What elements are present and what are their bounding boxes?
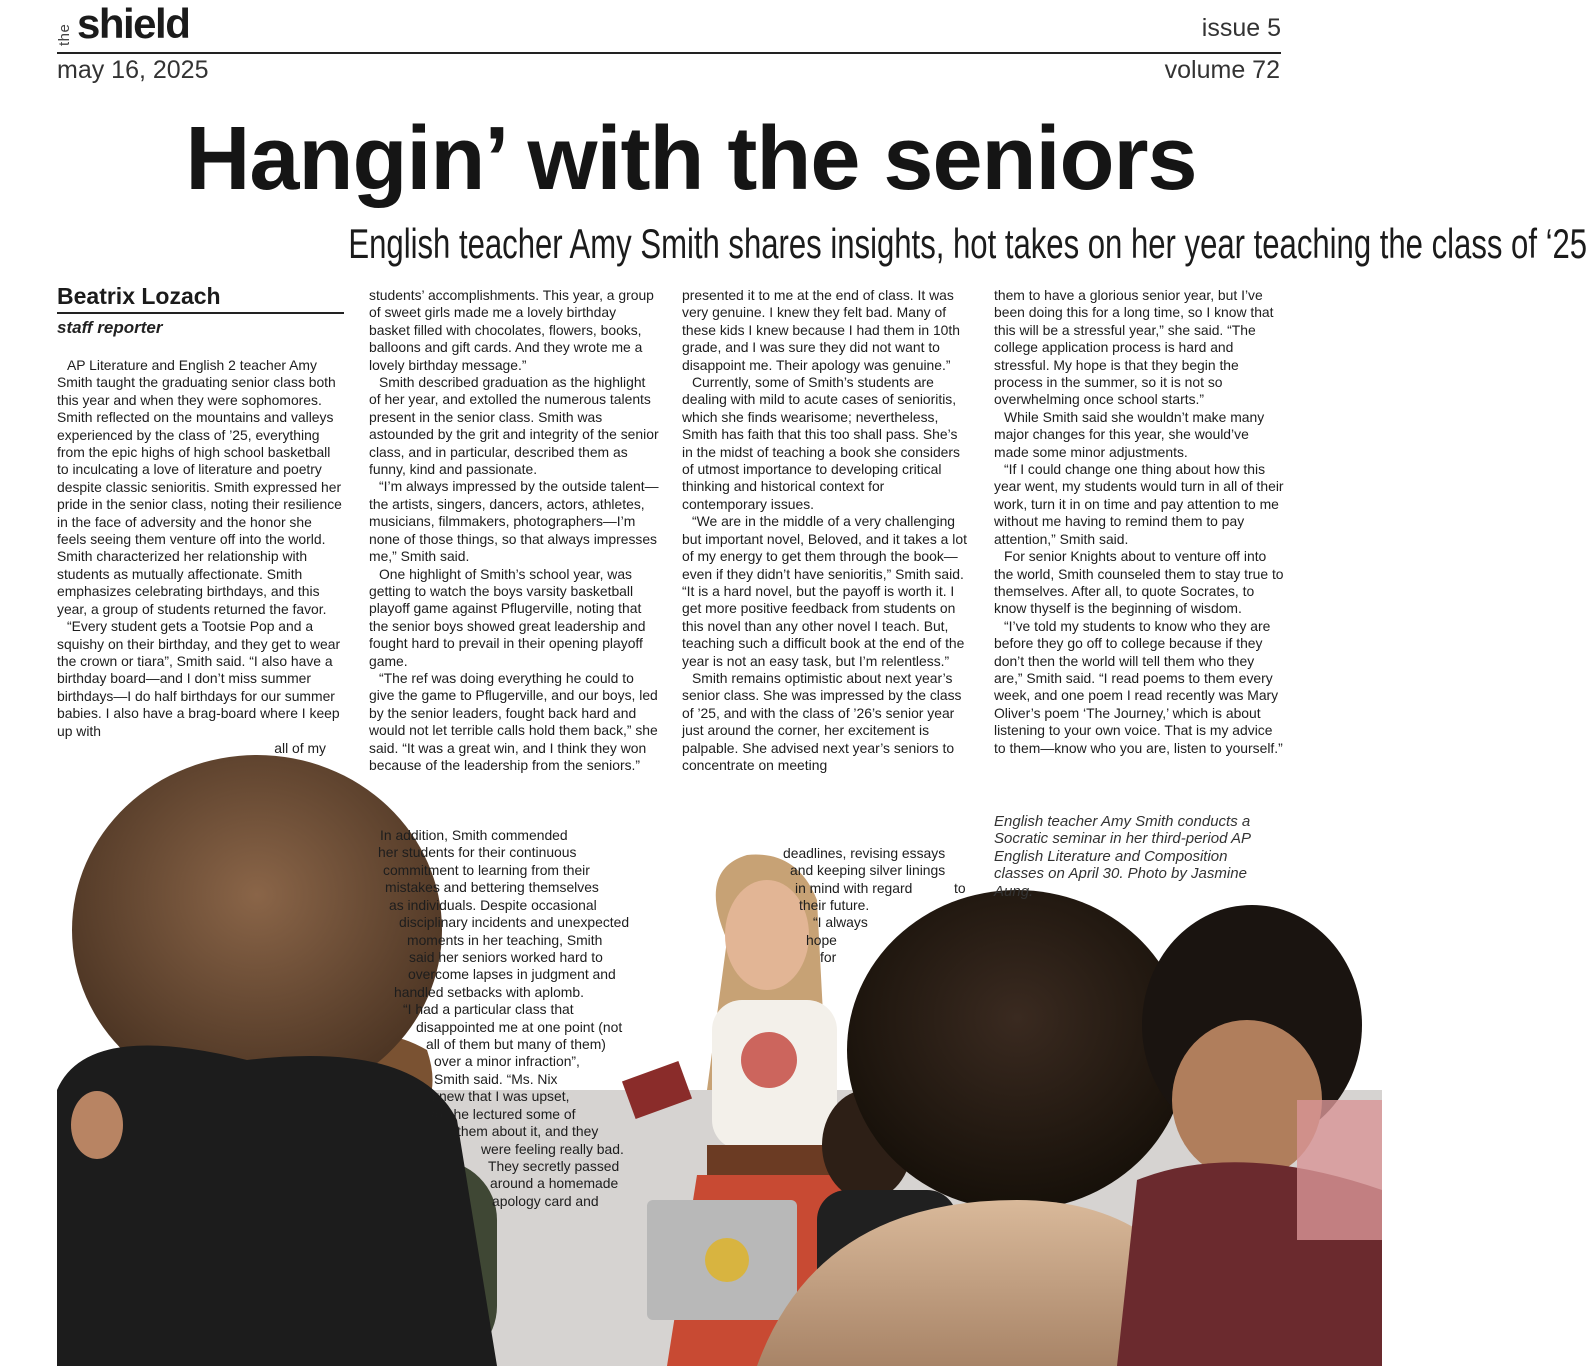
article-column-3 — [682, 287, 972, 774]
wrap-line: around a homemade — [490, 1175, 619, 1191]
issue-number: issue 5 — [1201, 14, 1281, 42]
masthead — [57, 2, 1281, 54]
wrap-line: “I had a particular class that — [403, 1001, 574, 1017]
paragraph-tail: all of my — [274, 739, 326, 756]
paper-name: shield — [77, 0, 190, 47]
volume-number: volume 72 — [1164, 56, 1280, 84]
paragraph: AP Literature and English 2 teacher Amy Smith taught the graduating senior class both this year and when they were sophomores. Smith reflected on the mountains and valleys experienced by the class of ’25, everything from the epic highs of high school basketball to inculcating a love of literature and poetry despite classic senioritis. Smith expressed her pride in the senior class, noting their resilience in the face of adversity and the honor she feels seeing them venture off into the world. Smith characterized her relationship with students as mutually affectionate. Smith emphasizes celebrating birthdays, and this year, a group of students returned the favor. — [57, 357, 342, 617]
wrap-line: her students for their continuous — [378, 844, 577, 860]
paragraph: “We are in the middle of a very challenging but important novel, Beloved, and it takes a lot of my energy to get them through the book—even if they didn’t have senioritis,” Smith said. “It is a hard novel, but the payoff is worth it. I get more positive feedback from students on this novel than any other novel I teach. But, teaching such a difficult book at the end of the year is not an easy task, but I’m relentless.” — [682, 513, 967, 669]
wrap-line: their future. — [799, 897, 870, 913]
deck: English teacher Amy Smith shares insights, hot takes on her year teaching the class of ‘25 — [348, 220, 1587, 267]
headline: Hangin’ with the seniors — [185, 109, 1197, 209]
wrap-line: to — [954, 880, 966, 896]
wrap-line: In addition, Smith commended — [380, 827, 568, 843]
article-column-2 — [369, 287, 659, 774]
paragraph: One highlight of Smith’s school year, was getting to watch the boys varsity basketball playoff game against Pflugerville, noting that the senior boys showed great leadership and fought hard to prevail in their opening playoff game. — [369, 565, 646, 669]
wrap-line: so she lectured some of — [428, 1106, 576, 1122]
wrap-line: commitment to learning from their — [383, 862, 590, 878]
byline: Beatrix Lozach — [57, 283, 344, 314]
paragraph: “If I could change one thing about how this year went, my students would turn in all of their work, turn it in on time and pay attention to me without me having to remind them to pay attention,” Smith said. — [994, 461, 1284, 547]
wrap-line: mistakes and bettering themselves — [385, 879, 599, 895]
issue-date: may 16, 2025 — [57, 56, 209, 84]
article-column-4 — [994, 287, 1284, 757]
wrap-line: them about it, and they — [457, 1123, 599, 1139]
wrap-line: all of them but many of them) — [426, 1036, 606, 1052]
paragraph: Smith remains optimistic about next year’s senior class. She was impressed by the class of ’25, and with the class of ’26’s senior year just around the corner, her excitement is palpable. She advised next year’s seniors to concentrate on meeting — [682, 669, 962, 773]
wrap-line: They secretly passed — [488, 1158, 620, 1174]
wrap-line: over a minor infraction”, — [434, 1053, 580, 1069]
wrap-line: as individuals. Despite occasional — [389, 897, 597, 913]
article-column-1 — [57, 357, 344, 757]
wrap-line: overcome lapses in judgment and — [408, 966, 616, 982]
wrap-line: for — [820, 949, 837, 965]
paragraph: For senior Knights about to venture off into the world, Smith counseled them to stay true to themselves. After all, to quote Socrates, to know thyself is the beginning of wisdom. — [994, 548, 1284, 617]
paragraph: students’ accomplishments. This year, a group of sweet girls made me a lovely birthday basket filled with chocolates, flowers, books, balloons and gift cards. And they wrote me a lovely birthday message.” — [369, 287, 654, 373]
paragraph: While Smith said she wouldn’t make many major changes for this year, she would’ve made some minor adjustments. — [994, 408, 1265, 460]
paragraph: Smith described graduation as the highlight of her year, and extolled the numerous talents present in the senior class. Smith was astounded by the grit and integrity of the senior class, and in particular, described them as funny, kind and passionate. — [369, 374, 659, 478]
wrap-line: Smith said. “Ms. Nix — [434, 1071, 558, 1087]
wrap-line: and keeping silver linings — [790, 862, 946, 878]
wrap-line: apology card and — [492, 1193, 599, 1209]
byline-role: staff reporter — [57, 318, 163, 337]
wrap-line: deadlines, revising essays — [783, 845, 946, 861]
wrap-line: hope — [806, 932, 837, 948]
paragraph: presented it to me at the end of class. It was very genuine. I knew they felt bad. Many of these kids I knew because I had them in 10th grade, and I was sure they did not want to disappoint me. Their apology was genuine.” — [682, 287, 960, 373]
wrap-line: disciplinary incidents and unexpected — [399, 914, 630, 930]
wrap-line: “I always — [813, 914, 868, 930]
wrap-line: disappointed me at one point (not — [416, 1019, 623, 1035]
wrap-line: knew that I was upset, — [432, 1088, 570, 1104]
wrap-line: were feeling really bad. — [481, 1141, 624, 1157]
paragraph: “The ref was doing everything he could to give the game to Pflugerville, and our boys, led by the senior leaders, fought back hard and would not let terrible calls hold them back,” she said. “It was a great win, and I think they won because of the leadership from the seniors.” — [369, 669, 658, 773]
paragraph: “I’ve told my students to know who they are before they go off to college because if they don’t then the world will tell them who they are,” Smith said. “I read poems to them every week, and one poem I read recently was Mary Oliver’s poem ‘The Journey,’ which is about listening to your own voice. That is my advice to them—know who you are, listen to yourself.” — [994, 617, 1283, 756]
paragraph: them to have a glorious senior year, but I’ve been doing this for a long time, so I know that this will be a stressful year,” she said. “The college application process is hard and stressful. My hope is that they begin the process in the summer, so it is not so overwhelming once school starts.” — [994, 287, 1274, 408]
paragraph: “Every student gets a Tootsie Pop and a squishy on their birthday, and they get to wear the crown or tiara”, Smith said. “I also have a birthday board—and I don’t miss summer birthdays—I do half birthdays for our summer babies. I also have a brag-board where I keep up with — [57, 618, 341, 739]
wrap-line: handled setbacks with aplomb. — [394, 984, 584, 1000]
wrap-line: in mind with regard — [795, 880, 913, 896]
paragraph: “I’m always impressed by the outside talent—the artists, singers, dancers, actors, athletes, musicians, filmmakers, photographers—I’m none of those things, so that always impresses me,” Smith said. — [369, 478, 659, 565]
photo-caption: English teacher Amy Smith conducts a Socratic seminar in her third-period AP English Literature and Composition classes on April 30. Photo by Jasmine Aung. — [994, 813, 1251, 900]
wrap-line: said her seniors worked hard to — [409, 949, 603, 965]
wrap-line: moments in her teaching, Smith — [407, 932, 603, 948]
paragraph: Currently, some of Smith’s students are dealing with mild to acute cases of senioritis, which she finds wearisome; nevertheless, Smith has faith that this too shall pass. She’s in the midst of teaching a book she considers of utmost importance to developing critical thinking and historical context for contemporary issues. — [682, 374, 960, 512]
masthead-pretitle: the — [56, 23, 73, 46]
